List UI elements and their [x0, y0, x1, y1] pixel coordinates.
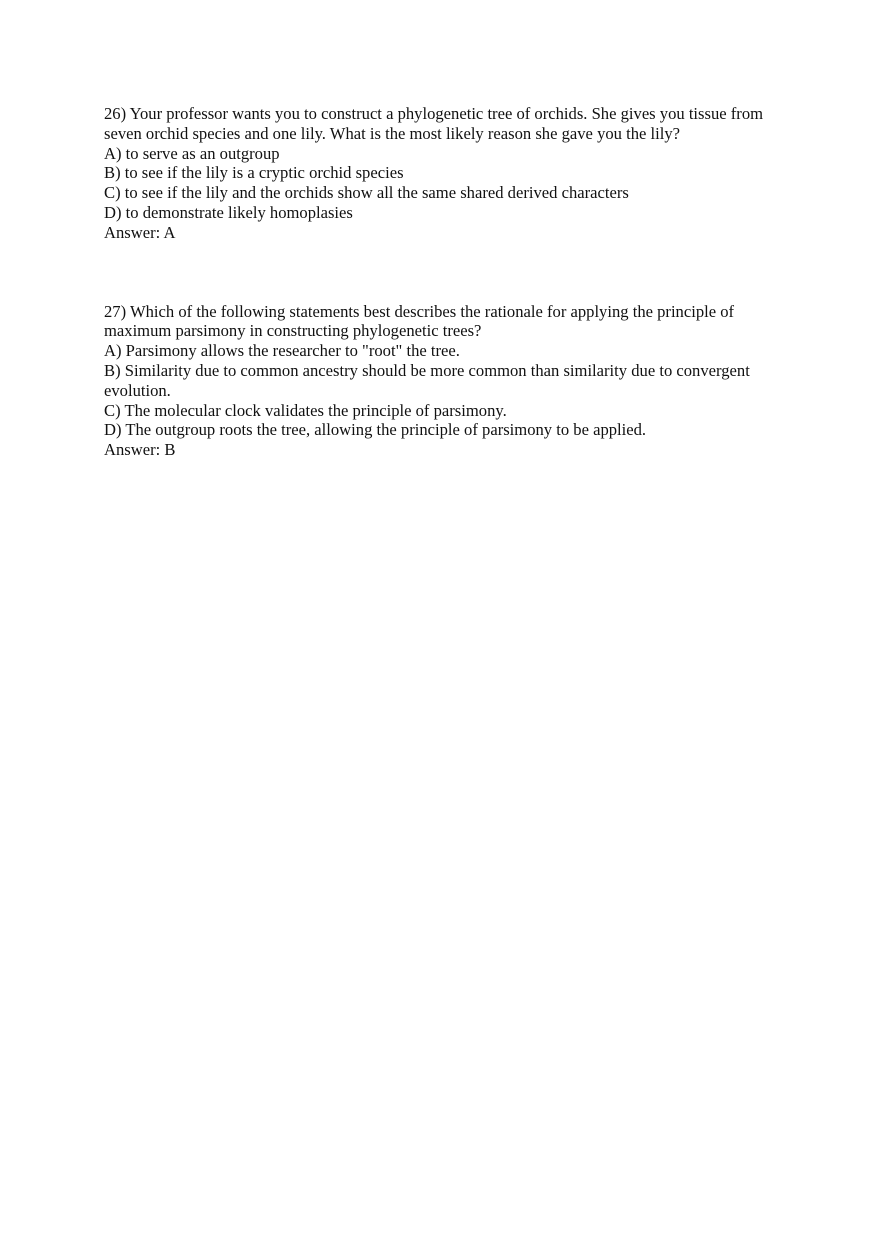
- option-c: C) to see if the lily and the orchids show all the same shared derived characters: [104, 183, 629, 203]
- question-stem: 27) Which of the following statements best describes the rationale for applying the principle of maximum parsimony in constructing phylogenetic trees?: [104, 301, 735, 341]
- option-b: B) to see if the lily is a cryptic orchid species: [104, 163, 404, 183]
- option-d: D) to demonstrate likely homoplasies: [104, 202, 353, 222]
- option-a: A) Parsimony allows the researcher to "root" the tree.: [104, 341, 460, 361]
- option-d: D) The outgroup roots the tree, allowing the principle of parsimony to be applied.: [104, 420, 647, 440]
- option-a: A) to serve as an outgroup: [104, 143, 280, 163]
- option-b: B) Similarity due to common ancestry should be more common than similarity due to convergent evolution.: [104, 360, 750, 400]
- document-page: [104, 104, 784, 460]
- answer: Answer: B: [104, 440, 176, 460]
- question-stem: 26) Your professor wants you to construct a phylogenetic tree of orchids. She gives you tissue from seven orchid species and one lily. What is the most likely reason she gave you the lily?: [104, 104, 764, 143]
- option-c: C) The molecular clock validates the principle of parsimony.: [104, 400, 507, 420]
- question-26: [104, 104, 784, 243]
- answer: Answer: A: [104, 222, 176, 242]
- question-27: [104, 302, 784, 460]
